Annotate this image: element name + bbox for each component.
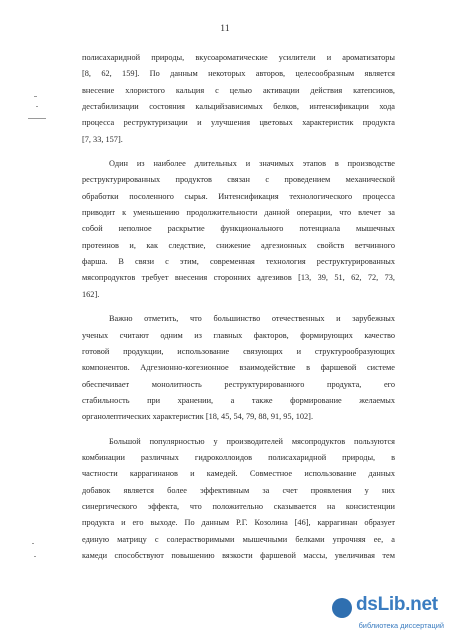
- text-line: полисахаридной природы, вкусоароматические усилители и ароматизаторы: [82, 53, 395, 62]
- text-line: собой неполное раскрытие функционального потенциала мышечных: [82, 224, 395, 234]
- text-line: обработки посоленного сырья. Интенсификация технологического процесса: [82, 191, 395, 201]
- dslib-watermark: [332, 594, 444, 632]
- text-line: компонентов. Адгезионно-когезионное взаимодействие в фаршевой системе: [82, 363, 395, 373]
- text-line: 162].: [82, 289, 100, 299]
- text-line: фарша. В связи с этим, современная технология реструктурированных: [82, 257, 395, 267]
- text-line: дестабилизации состояния кальцийзависимых белков, интенсификации хода: [82, 102, 395, 112]
- text-line: внесение хлористого кальция с целью активации действия катепсинов,: [82, 85, 395, 95]
- scan-mark: [28, 118, 46, 119]
- text-line: мясопродуктов требует внесения сторонних адгезивов [13, 39, 51, 62, 72, 73,: [82, 273, 395, 283]
- text-line: [8, 62, 159]. По данным некоторых авторов, целесообразным является: [82, 69, 395, 79]
- text-line: камеди способствуют повышению вязкости фаршевой массы, увеличивая тем: [82, 550, 395, 560]
- scan-mark: [34, 96, 37, 97]
- text-line: [7, 33, 157].: [82, 134, 123, 144]
- paragraph-gap: [82, 148, 395, 156]
- dslib-logo-text: dsLib.net: [356, 594, 438, 615]
- text-line: добавок является более эффективным за счет проявления у них: [82, 485, 395, 495]
- text-line: приводит к уменьшению продолжительности данной операции, что влечет за: [82, 208, 395, 218]
- text-line: готовой продукции, использование связующих и структурообразующих: [82, 346, 395, 356]
- text-line: Важно отметить, что большинство отечественных и зарубежных: [109, 314, 395, 324]
- text-line: Большой популярностью у производителей мясопродуктов пользуются: [109, 436, 395, 446]
- text-line: ученых считают одним из главных факторов, формирующих качество: [82, 330, 395, 340]
- scan-mark: [32, 543, 34, 544]
- page-number: 11: [220, 24, 230, 34]
- text-line: Один из наиболее длительных и значимых этапов в производстве: [109, 159, 395, 169]
- dslib-subtitle: библиотека диссертаций: [358, 621, 444, 630]
- text-line: синергического эффекта, что положительно сказывается на консистенции: [82, 501, 395, 511]
- text-line: реструктурированных продуктов связан с проведением механической: [82, 175, 395, 185]
- scan-mark: [34, 556, 36, 557]
- text-line: стабильность при хранении, а также формирование желаемых: [82, 395, 395, 405]
- scan-mark: [36, 106, 38, 107]
- dslib-logo-icon: [332, 598, 352, 618]
- text-line: процесса реструктуризации и улучшения цветовых характеристик продукта: [82, 118, 395, 128]
- body-text: [82, 50, 395, 564]
- text-line: органолептических характеристик [18, 45, 54, 79, 88, 91, 95, 102].: [82, 412, 314, 422]
- paragraph-gap: [82, 426, 395, 434]
- text-line: продукта и его выходе. По данным Р.Г. Козолина [46], каррагинан образует: [82, 518, 395, 528]
- text-line: протеинов и, как следствие, снижение адгезионных свойств ветчинного: [82, 240, 395, 250]
- text-line: комбинации различных гидроколлоидов полисахаридной природы, в: [82, 452, 395, 462]
- text-line: единую матрицу с солерастворимыми мышечными белками упрочняя ее, а: [82, 534, 395, 544]
- text-line: обеспечивает монолитность реструктурированного продукта, его: [82, 379, 395, 389]
- text-line: частности каррагинанов и камедей. Совместное использование данных: [82, 469, 395, 479]
- paragraph-gap: [82, 303, 395, 311]
